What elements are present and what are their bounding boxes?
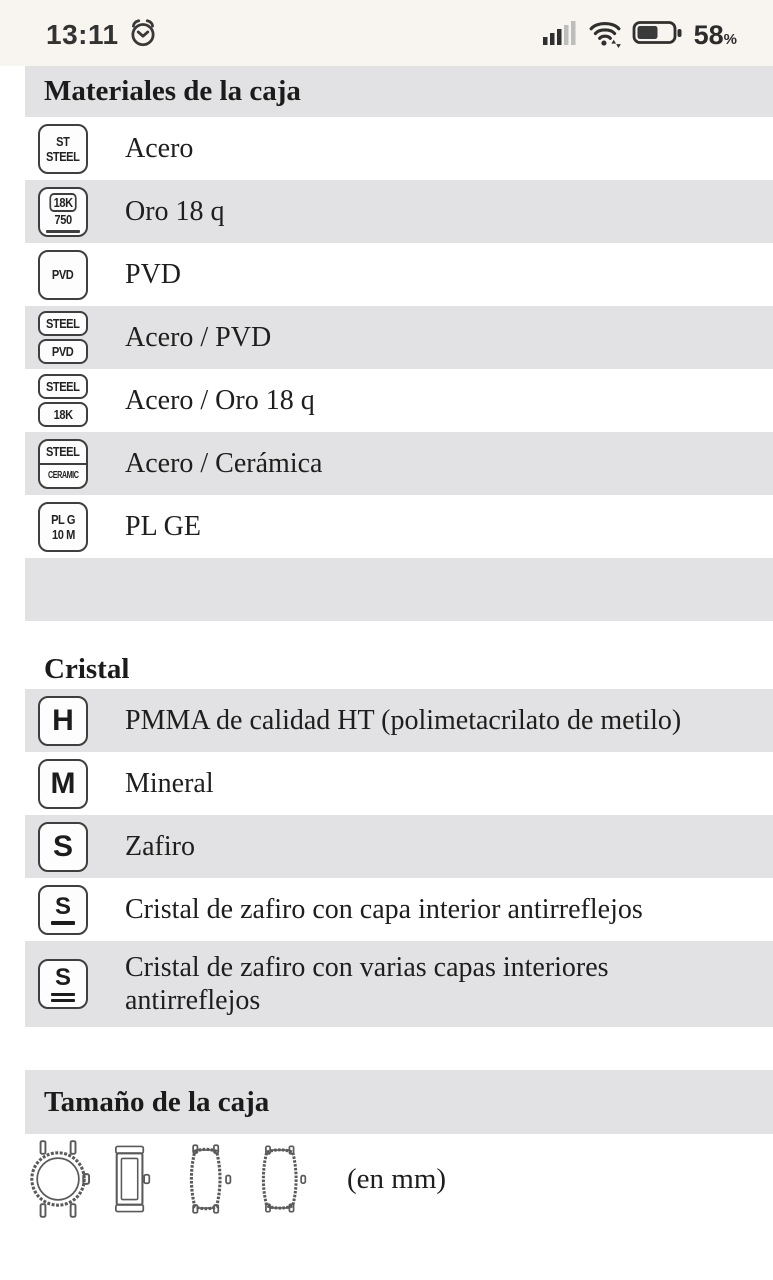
materials-section-title: Materiales de la caja [44, 75, 301, 107]
s-crystal-icon: S [38, 822, 88, 872]
crystal-section-header [25, 649, 773, 689]
round-watch-case-icon [27, 1140, 91, 1218]
material-row-acero-pvd [25, 306, 773, 369]
crystal-row-mineral [25, 752, 773, 815]
s-underline-crystal-icon: S [38, 885, 88, 935]
material-label: Acero [125, 133, 194, 164]
status-bar [0, 0, 773, 66]
material-label: PVD [125, 259, 182, 290]
st-steel-icon: ST STEEL [38, 124, 88, 174]
material-label: Acero / PVD [125, 322, 272, 353]
material-row-empty [25, 558, 773, 621]
material-row-pvd [25, 243, 773, 306]
steel-ceramic-icon: STEEL CERAMIC [38, 439, 88, 489]
crystal-row-pmma [25, 689, 773, 752]
h-crystal-icon: H [38, 696, 88, 746]
battery-icon [632, 18, 684, 53]
crystal-row-zafiro [25, 815, 773, 878]
s-double-underline-crystal-icon: S [38, 959, 88, 1009]
square-watch-case-icon [109, 1140, 157, 1218]
material-row-acero-oro [25, 369, 773, 432]
wifi-icon [588, 18, 622, 53]
tonneau-watch-case-icon [181, 1140, 233, 1218]
material-row-acero [25, 117, 773, 180]
crystal-section-title: Cristal [44, 652, 130, 685]
crystal-label: Cristal de zafiro con capa interior antirreflejos [125, 894, 643, 925]
material-label: Acero / Cerámica [125, 448, 323, 479]
material-label: Acero / Oro 18 q [125, 385, 315, 416]
crystal-row-zafiro-varias-capas [25, 941, 773, 1027]
steel-pvd-icon: STEEL PVD [38, 310, 88, 366]
cellular-signal-icon [542, 19, 578, 52]
size-section-title: Tamaño de la caja [44, 1085, 270, 1118]
size-unit-caption: (en mm) [347, 1162, 447, 1195]
cushion-watch-case-icon [255, 1140, 307, 1218]
material-row-pl-ge [25, 495, 773, 558]
crystal-label: PMMA de calidad HT (polimetacrilato de metilo) [125, 705, 682, 736]
clock-time: 13:11 [46, 19, 119, 50]
pvd-icon: PVD [38, 250, 88, 300]
m-crystal-icon: M [38, 759, 88, 809]
material-label: PL GE [125, 511, 201, 542]
alarm-clock-icon [127, 17, 159, 54]
crystal-label: Zafiro [125, 831, 195, 862]
material-row-acero-ceramica [25, 432, 773, 495]
material-label: Oro 18 q [125, 196, 225, 227]
steel-18k-icon: STEEL 18K [38, 373, 88, 429]
pl-g-10-m-icon: PL G 10 M [38, 502, 88, 552]
case-size-shapes-row [0, 1138, 773, 1220]
crystal-label: Cristal de zafiro con varias capas interiores antirreflejos [125, 952, 609, 1016]
18k-750-icon: 18K 750 [38, 187, 88, 237]
material-row-oro-18q [25, 180, 773, 243]
size-section-header [25, 1070, 773, 1134]
materials-section-header [25, 66, 773, 117]
battery-percent: 58% [693, 19, 737, 50]
crystal-label: Mineral [125, 768, 214, 799]
crystal-row-zafiro-capa [25, 878, 773, 941]
